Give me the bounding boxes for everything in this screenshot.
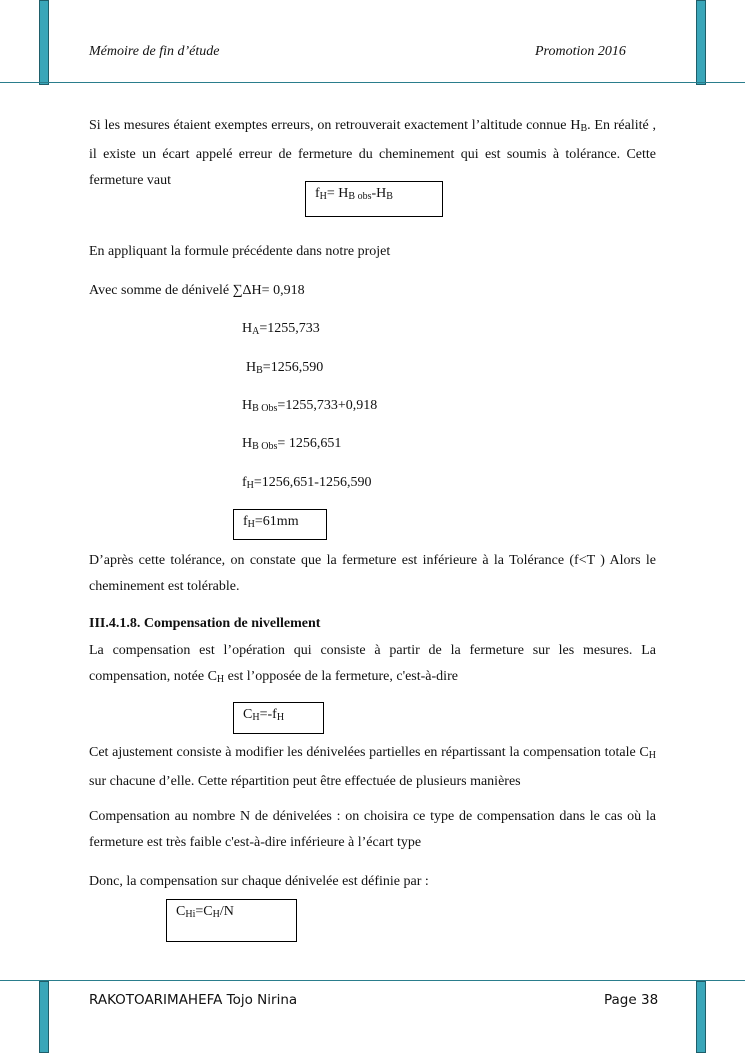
paragraph-definition: Donc, la compensation sur chaque dénivelée est définie par :: [89, 874, 429, 889]
paragraph-tolerance: D’après cette tolérance, on constate que la fermeture est inférieure à la Tolérance (f<T ) Alors le cheminement est tolérable.: [89, 553, 656, 594]
footer-author: RAKOTOARIMAHEFA Tojo Nirina: [89, 992, 298, 1008]
header-left: Mémoire de fin d’étude: [89, 44, 220, 59]
footer-page-number: Page 38: [604, 992, 659, 1008]
paragraph-sum: Avec somme de dénivelé ∑ΔH= 0,918: [89, 283, 305, 298]
footer-right-bar: [696, 981, 706, 1053]
calc-hb: $H_B=1256,590$: [246, 360, 324, 376]
result-box-fh: $f_H=61mm$: [233, 509, 327, 540]
formula-box-chi: $C_{Hi}=C_H/N$: [166, 899, 297, 942]
paragraph-adjustment: Cet ajustement consiste à modifier les dénivelées partielles en répartissant la compensation totale $C_H$ sur chacune d’elle. Cette répartition peut être effectuée de plusieurs manières: [89, 745, 656, 789]
paragraph-compensation: La compensation est l’opération qui consiste à partir de la fermeture sur les mesures. La compensation, notée $C_H$ est l’opposée de la fermeture, c'est-à-dire: [89, 643, 656, 685]
calc-hb-obs-sum: $H_{B Obs}=1255,733+0,918$: [242, 398, 378, 414]
paragraph-compensation-n: Compensation au nombre N de dénivelées : on choisira ce type de compensation dans le cas où la fermeture est très faible c'est-à-dire inférieure à l’écart type: [89, 809, 656, 850]
paragraph-closure-intro: Si les mesures étaient exemptes erreurs, on retrouverait exactement l’altitude connue $H_B$. En réalité , il existe un écart appelé erreur de fermeture du cheminement qui est soumis à tolérance. Cette fermeture vaut: [89, 118, 656, 188]
footer-rule: [0, 980, 745, 981]
header-left-bar: [39, 0, 49, 85]
paragraph-apply: En appliquant la formule précédente dans notre projet: [89, 244, 391, 259]
footer-left-bar: [39, 981, 49, 1053]
formula-box-compensation: $C_H=-f_H$: [233, 702, 324, 734]
header-right-bar: [696, 0, 706, 85]
header-right: Promotion 2016: [535, 44, 626, 59]
calc-hb-obs: $H_{B Obs}= 1256,651$: [242, 436, 342, 452]
formula-box-closure: $f_H= H_{B obs}-H_B$: [305, 181, 443, 217]
section-heading: III.4.1.8. Compensation de nivellement: [89, 616, 321, 631]
header-rule: [0, 82, 745, 83]
calc-ha: $H_A=1255,733$: [242, 321, 320, 337]
calc-fh: $f_H=1256,651-1256,590$: [242, 475, 372, 491]
